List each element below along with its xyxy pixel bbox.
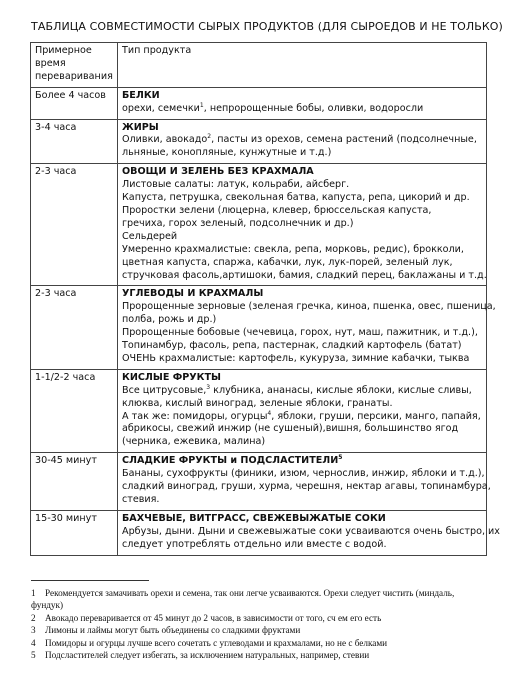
digestion-time-cell xyxy=(31,87,118,119)
category-heading: ОВОЩИ И ЗЕЛЕНЬ БЕЗ КРАХМАЛА xyxy=(122,166,314,178)
product-line: Все цитрусовые,$^3$ клубника, ананасы, кислые яблоки, кислые сливы, xyxy=(122,383,472,396)
product-line: клюква, кислый виноград, зеленые яблоки, гранаты. xyxy=(122,397,393,409)
table-row xyxy=(31,369,487,452)
product-line: (черника, ежевика, малина) xyxy=(122,436,266,448)
product-type-cell xyxy=(118,119,487,164)
product-line: стевия. xyxy=(122,494,160,505)
table-row xyxy=(31,286,487,369)
category-heading: КИСЛЫЕ ФРУКТЫ xyxy=(122,371,221,383)
product-line: полба, рожь и др.) xyxy=(122,314,217,326)
footnote xyxy=(31,587,454,599)
category-heading: СЛАДКИЕ ФРУКТЫ и ПОДСЛАСТИТЕЛИ$^5$ xyxy=(122,454,343,467)
product-line: льняные, конопляные, кунжутные и т.д.) xyxy=(122,147,332,159)
product-line: следует употреблять отдельно или вместе с водой. xyxy=(122,538,387,550)
product-type-cell xyxy=(118,286,496,369)
footnote-number: 4 xyxy=(31,637,36,648)
table-header-row xyxy=(31,43,487,88)
footnote xyxy=(31,612,454,624)
footnote-number: 5 xyxy=(31,650,36,661)
product-line: ОЧЕНЬ крахмалистые: картофель, кукуруза, зимние кабачки, тыква xyxy=(122,352,470,364)
product-type-cell xyxy=(118,87,487,119)
product-type-cell xyxy=(118,164,487,286)
product-line: гречиха, горох зеленый, подсолнечник и др.) xyxy=(122,217,354,229)
product-line: Умеренно крахмалистые: свекла, репа, морковь, редис), брокколи, xyxy=(122,243,464,255)
category-heading: БЕЛКИ xyxy=(122,89,160,101)
footnote-text: Подсластителей следует избегать, за исключением натуральных, например, стевии xyxy=(45,650,370,661)
table-row xyxy=(31,510,487,555)
footnote-number: 2 xyxy=(31,612,36,623)
footnote: фундук) xyxy=(31,600,64,611)
footnote xyxy=(31,624,454,636)
product-line: Проростки зелени (люцерна, клевер, брюссельская капуста, xyxy=(122,204,432,216)
table-row xyxy=(31,453,487,511)
product-line: цветная капуста, спаржа, кабачки, лук, лук-порей, зеленый лук, xyxy=(122,256,453,268)
product-line: Оливки, авокадо$^2$, пасты из орехов, семена растений (подсолнечные, xyxy=(122,133,477,146)
footnote-reference: 3 xyxy=(206,383,211,391)
compatibility-table xyxy=(30,42,500,556)
product-line: Сельдерей xyxy=(122,230,178,242)
header-type-label: Тип продукта xyxy=(122,45,192,56)
digestion-time: 15-30 минут xyxy=(35,512,97,524)
product-line: Листовые салаты: латук, кольраби, айсберг. xyxy=(122,179,350,191)
category-heading: ЖИРЫ xyxy=(122,121,159,133)
product-line: Пророщенные зерновые (зеленая гречка, киноа, пшенка, овес, пшеница, xyxy=(122,301,496,313)
footnote-reference: 1 xyxy=(199,101,204,109)
footnote-separator xyxy=(31,580,149,581)
table-row xyxy=(31,87,487,119)
product-line: А так же: помидоры, огурцы$^4$, яблоки, груши, персики, манго, папайя, xyxy=(122,409,481,422)
category-heading: УГЛЕВОДЫ И КРАХМАЛЫ xyxy=(122,288,264,300)
product-line: Бананы, сухофрукты (финики, изюм, чернослив, инжир, яблоки и т.д.), xyxy=(122,468,485,480)
header-time-line: переваривания xyxy=(35,70,113,82)
category-heading: БАХЧЕВЫЕ, ВИТГРАСС, СВЕЖЕВЫЖАТЫЕ СОКИ xyxy=(122,512,386,524)
product-type-cell xyxy=(118,453,491,511)
digestion-time-cell xyxy=(31,510,118,555)
product-line: абрикосы, свежий инжир (не сушеный),вишня, большинство ягод xyxy=(122,423,459,435)
digestion-time: 1-1/2-2 часа xyxy=(35,371,96,383)
digestion-time-cell xyxy=(31,453,118,511)
footnote-text: Авокадо переваривается от 45 минут до 2 часов, в зависимости от того, сч ем его есть xyxy=(45,612,382,623)
product-line: Капуста, петрушка, свекольная батва, капуста, репа, цикорий и др. xyxy=(122,192,470,204)
footnote xyxy=(31,637,454,649)
header-type-cell xyxy=(118,43,487,88)
digestion-time: 3-4 часа xyxy=(35,121,77,133)
digestion-time-cell xyxy=(31,286,118,369)
footnote xyxy=(31,649,454,661)
footnote-number: 3 xyxy=(31,625,36,636)
product-line: сладкий виноград, груши, хурма, черешня, нектар агавы, топинамбура, xyxy=(122,481,491,493)
digestion-time-cell xyxy=(31,119,118,164)
footnote-text: Помидоры и огурцы лучше всего сочетать с углеводами и крахмалами, но не с белками xyxy=(45,637,388,648)
product-line: Арбузы, дыни. Дыни и свежевыжатые соки усваиваются очень быстро, их xyxy=(122,525,500,537)
digestion-time: 2-3 часа xyxy=(35,288,77,300)
footnotes xyxy=(31,587,454,661)
header-time-line: время xyxy=(35,57,66,69)
product-line: Топинамбур, фасоль, репа, пастернак, сладкий картофель (батат) xyxy=(122,340,462,352)
product-line: стручковая фасоль,артишоки, бамия, сладкий перец, баклажаны и т.д. xyxy=(122,269,487,281)
footnote-reference: 5 xyxy=(338,454,343,462)
product-line: орехи, семечки$^1$, непророщенные бобы, оливки, водоросли xyxy=(122,101,424,114)
footnote-reference: 4 xyxy=(267,409,272,417)
header-time-cell xyxy=(31,43,118,88)
footnote-number: 1 xyxy=(31,588,36,598)
digestion-time: 30-45 минут xyxy=(35,455,97,467)
table-row xyxy=(31,119,487,164)
digestion-time-cell xyxy=(31,369,118,452)
footnote-text: Лимоны и лаймы могут быть объединены со сладкими фруктами xyxy=(45,625,301,636)
digestion-time: 2-3 часа xyxy=(35,166,77,178)
header-time-line: Примерное xyxy=(35,45,92,56)
digestion-time-cell xyxy=(31,164,118,286)
product-type-cell xyxy=(118,510,500,555)
footnote-reference: 2 xyxy=(207,133,212,141)
document-title: ТАБЛИЦА СОВМЕСТИМОСТИ СЫРЫХ ПРОДУКТОВ (ДЛЯ СЫРОЕДОВ И НЕ ТОЛЬКО) xyxy=(31,20,503,33)
digestion-time: Более 4 часов xyxy=(35,89,106,101)
product-type-cell xyxy=(118,369,487,452)
footnote-text: Рекомендуется замачивать орехи и семена, так они легче усваиваются. Орехи следует чистить (миндаль, xyxy=(45,588,455,598)
table-row xyxy=(31,164,487,286)
product-line: Пророщенные бобовые (чечевица, горох, нут, маш, пажитник, и т.д.), xyxy=(122,327,478,339)
